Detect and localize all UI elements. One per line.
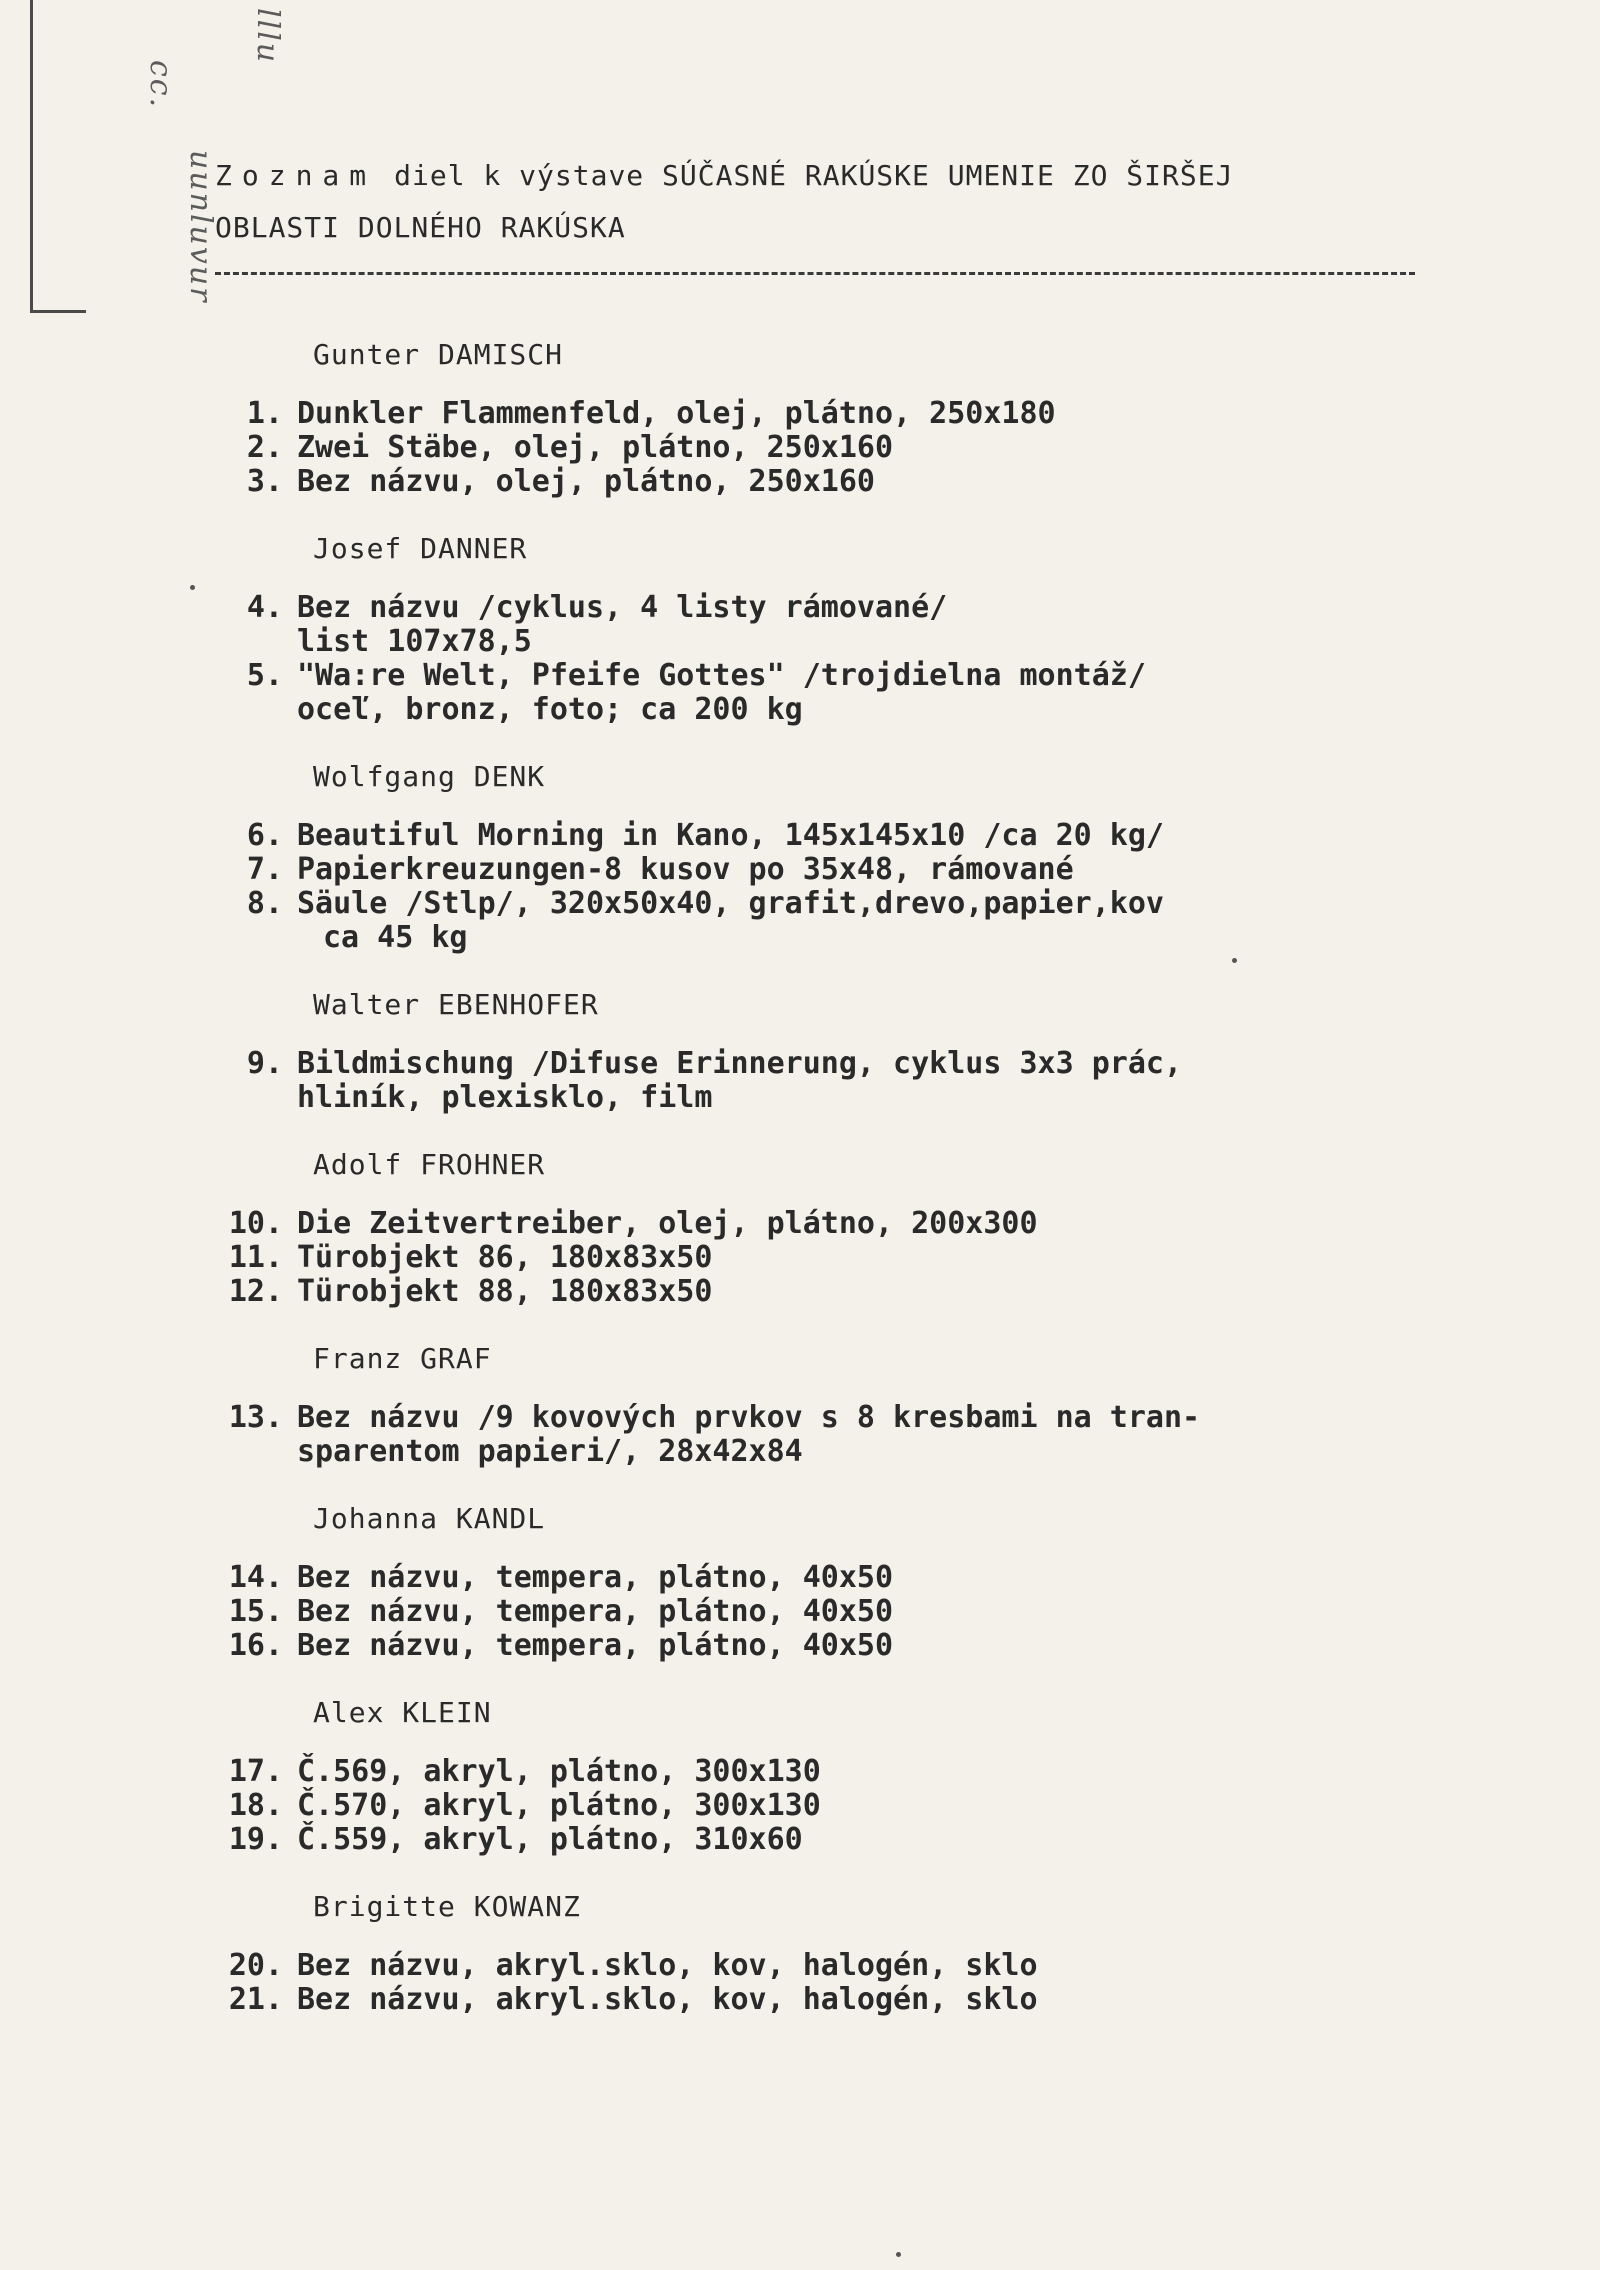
artwork-item — [215, 1629, 1395, 1663]
artwork-items — [215, 1755, 1395, 1857]
item-number: 17. — [228, 1754, 283, 1789]
binding-line — [30, 0, 33, 312]
artwork-item — [215, 1595, 1395, 1629]
item-number: 21. — [228, 1982, 283, 2017]
artist-name: Brigitte KOWANZ — [313, 1890, 581, 1923]
artwork-item — [215, 1047, 1395, 1081]
artwork-items — [215, 1949, 1395, 2017]
item-number: 10. — [228, 1206, 283, 1241]
artwork-item — [215, 397, 1395, 431]
dashed-rule — [215, 272, 1415, 275]
title-text: diel k výstave SÚČASNÉ RAKÚSKE UMENIE ZO ŠIRŠEJ — [394, 159, 1234, 192]
item-description: Beautiful Morning in Kano, 145x145x10 /ca 20 kg/ — [297, 818, 1164, 853]
item-description-continued: sparentom papieri/, 28x42x84 — [297, 1434, 803, 1469]
artist-name: Adolf FROHNER — [313, 1148, 546, 1181]
artist-name: Josef DANNER — [313, 532, 528, 565]
artwork-item — [215, 819, 1395, 853]
item-description: Bez názvu, tempera, plátno, 40x50 — [297, 1628, 894, 1663]
artwork-item — [215, 853, 1395, 887]
artwork-item — [215, 1755, 1395, 1789]
item-number: 15. — [228, 1594, 283, 1629]
item-number: 20. — [228, 1948, 283, 1983]
item-number: 11. — [228, 1240, 283, 1275]
item-number: 2. — [246, 430, 283, 465]
artwork-item — [215, 1983, 1395, 2017]
item-description-continued: list 107x78,5 — [297, 624, 532, 659]
item-description: "Wa:re Welt, Pfeife Gottes" /trojdielna montáž/ — [297, 658, 1146, 693]
item-description: Bez názvu, akryl.sklo, kov, halogén, sklo — [297, 1982, 1038, 2017]
item-description: Č.569, akryl, plátno, 300x130 — [297, 1754, 821, 1789]
item-description: Bildmischung /Difuse Erinnerung, cyklus 3x3 prác, — [297, 1046, 1183, 1081]
artist-name: Walter EBENHOFER — [313, 988, 599, 1021]
document-header — [215, 150, 1445, 275]
item-number: 4. — [246, 590, 283, 625]
item-number: 9. — [246, 1046, 283, 1081]
artwork-item — [215, 591, 1395, 625]
handwritten-mark: cc. — [143, 60, 178, 110]
artwork-item — [215, 431, 1395, 465]
artwork-items — [215, 1047, 1395, 1115]
artwork-item — [215, 1789, 1395, 1823]
item-description: Dunkler Flammenfeld, olej, plátno, 250x180 — [297, 396, 1056, 431]
item-number: 19. — [228, 1822, 283, 1857]
item-description: Bez názvu, akryl.sklo, kov, halogén, sklo — [297, 1948, 1038, 1983]
item-description: Bez názvu /cyklus, 4 listy rámované/ — [297, 590, 948, 625]
item-number: 6. — [246, 818, 283, 853]
artwork-item — [215, 1949, 1395, 1983]
item-description: Papierkreuzungen-8 kusov po 35x48, rámované — [297, 852, 1074, 887]
paper-speck — [896, 2252, 901, 2257]
handwritten-mark: lllu — [250, 8, 285, 65]
item-number: 18. — [228, 1788, 283, 1823]
artwork-list — [215, 335, 1395, 2047]
artwork-items — [215, 1401, 1395, 1469]
item-description: Č.559, akryl, plátno, 310x60 — [297, 1822, 803, 1857]
item-description: Zwei Stäbe, olej, plátno, 250x160 — [297, 430, 894, 465]
binding-line-foot — [30, 310, 86, 313]
artist-name: Alex KLEIN — [313, 1696, 492, 1729]
artwork-items — [215, 591, 1395, 727]
item-number: 3. — [246, 464, 283, 499]
item-description: Bez názvu, tempera, plátno, 40x50 — [297, 1594, 894, 1629]
item-number: 8. — [246, 886, 283, 921]
artwork-item — [215, 887, 1395, 921]
title-line-1 — [215, 150, 1445, 202]
artwork-item — [215, 465, 1395, 499]
artist-name: Wolfgang DENK — [313, 760, 546, 793]
artist-name: Franz GRAF — [313, 1342, 492, 1375]
item-description: Die Zeitvertreiber, olej, plátno, 200x300 — [297, 1206, 1038, 1241]
item-description: Bez názvu, olej, plátno, 250x160 — [297, 464, 875, 499]
item-number: 12. — [228, 1274, 283, 1309]
artwork-items — [215, 1561, 1395, 1663]
item-number: 13. — [228, 1400, 283, 1435]
item-number: 7. — [246, 852, 283, 887]
item-description-continued: hliník, plexisklo, film — [297, 1080, 713, 1115]
artwork-items — [215, 819, 1395, 955]
artwork-items — [215, 397, 1395, 499]
item-description: Türobjekt 88, 180x83x50 — [297, 1274, 713, 1309]
artwork-item — [215, 1823, 1395, 1857]
item-description-continued: oceľ, bronz, foto; ca 200 kg — [297, 692, 803, 727]
title-line-2: OBLASTI DOLNÉHO RAKÚSKA — [215, 211, 626, 244]
artist-name: Johanna KANDL — [313, 1502, 546, 1535]
paper-speck — [190, 585, 195, 590]
item-description: Türobjekt 86, 180x83x50 — [297, 1240, 713, 1275]
artwork-item — [215, 659, 1395, 693]
title-word: Zoznam — [215, 159, 377, 192]
artwork-items — [215, 1207, 1395, 1309]
artwork-item — [215, 1241, 1395, 1275]
item-description: Bez názvu, tempera, plátno, 40x50 — [297, 1560, 894, 1595]
artist-name: Gunter DAMISCH — [313, 338, 564, 371]
item-description: Č.570, akryl, plátno, 300x130 — [297, 1788, 821, 1823]
artwork-item — [215, 1275, 1395, 1309]
item-description-continued: ca 45 kg — [323, 920, 468, 955]
item-number: 5. — [246, 658, 283, 693]
item-number: 14. — [228, 1560, 283, 1595]
artwork-item — [215, 1207, 1395, 1241]
item-number: 1. — [246, 396, 283, 431]
paper-speck — [1232, 958, 1237, 963]
artwork-item — [215, 1561, 1395, 1595]
artwork-item — [215, 1401, 1395, 1435]
item-number: 16. — [228, 1628, 283, 1663]
item-description: Bez názvu /9 kovových prvkov s 8 kresbami na tran- — [297, 1400, 1201, 1435]
handwritten-mark: uunluvur — [183, 150, 218, 304]
item-description: Säule /Stlp/, 320x50x40, grafit,drevo,papier,kov — [297, 886, 1164, 921]
